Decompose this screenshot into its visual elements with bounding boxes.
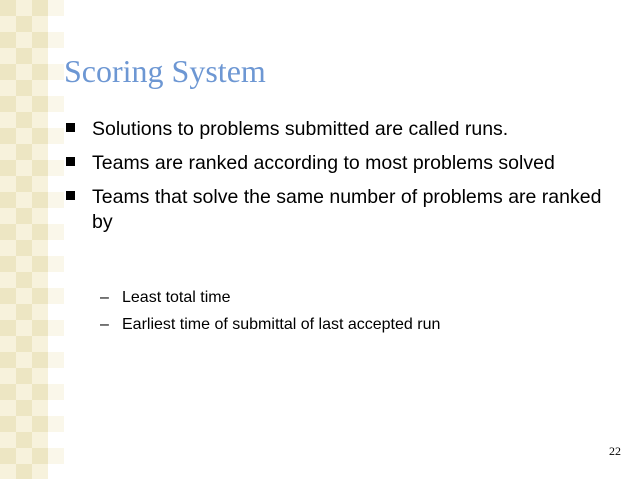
- checker-square: [32, 304, 48, 320]
- slide-title: Scoring System: [64, 53, 266, 89]
- checker-square: [48, 448, 64, 464]
- checker-square: [16, 80, 32, 96]
- checker-square: [16, 32, 32, 48]
- square-bullet-icon: [66, 157, 75, 166]
- bullet-text: Teams are ranked according to most problems solved: [92, 152, 555, 174]
- checker-square: [48, 288, 64, 304]
- checker-square: [32, 432, 48, 448]
- checker-square: [0, 240, 16, 256]
- checker-square: [32, 176, 48, 192]
- sub-bullet-list: [100, 288, 620, 342]
- checker-square: [0, 80, 16, 96]
- checker-square: [0, 416, 16, 432]
- checker-square: [32, 272, 48, 288]
- checker-square: [0, 352, 16, 368]
- checker-square: [32, 416, 48, 432]
- checker-square: [0, 16, 16, 32]
- checker-square: [32, 224, 48, 240]
- checker-square: [16, 112, 32, 128]
- checker-square: [0, 224, 16, 240]
- bullet-item: [60, 151, 630, 176]
- checker-square: [16, 400, 32, 416]
- checker-square: [32, 96, 48, 112]
- checker-square: [0, 48, 16, 64]
- bullet-item: [60, 117, 630, 142]
- checker-square: [0, 336, 16, 352]
- bullet-list: [60, 117, 630, 244]
- checker-square: [16, 128, 32, 144]
- checker-square: [16, 336, 32, 352]
- checker-square: [0, 96, 16, 112]
- checker-square: [48, 256, 64, 272]
- checker-square: [0, 208, 16, 224]
- checker-square: [0, 128, 16, 144]
- checker-square: [48, 384, 64, 400]
- checker-square: [32, 336, 48, 352]
- checker-square: [32, 368, 48, 384]
- checker-square: [0, 160, 16, 176]
- checker-square: [16, 0, 32, 16]
- checker-square: [16, 64, 32, 80]
- checker-square: [32, 240, 48, 256]
- checker-square: [0, 272, 16, 288]
- checker-square: [16, 464, 32, 479]
- checker-square: [0, 368, 16, 384]
- checker-square: [32, 256, 48, 272]
- sub-bullet-item: [100, 288, 620, 308]
- slide-number: 22: [609, 444, 621, 458]
- checker-square: [48, 352, 64, 368]
- sub-bullet-item: [100, 315, 620, 335]
- checker-square: [32, 16, 48, 32]
- checker-square: [48, 416, 64, 432]
- checker-square: [16, 304, 32, 320]
- sub-bullet-text: Earliest time of submittal of last accepted run: [122, 316, 441, 333]
- checker-square: [16, 192, 32, 208]
- checker-square: [32, 288, 48, 304]
- checker-square: [16, 16, 32, 32]
- checker-square: [48, 64, 64, 80]
- bullet-text: Solutions to problems submitted are called runs.: [92, 118, 509, 140]
- checker-square: [16, 48, 32, 64]
- dash-bullet-icon: –: [100, 316, 109, 333]
- checker-square: [0, 400, 16, 416]
- checker-square: [0, 64, 16, 80]
- checker-square: [32, 32, 48, 48]
- bullet-item: [60, 185, 630, 235]
- sub-bullet-text: Least total time: [122, 289, 231, 306]
- dash-bullet-icon: –: [100, 289, 109, 306]
- checker-square: [16, 144, 32, 160]
- checker-square: [16, 368, 32, 384]
- square-bullet-icon: [66, 123, 75, 132]
- checker-square: [0, 176, 16, 192]
- checker-square: [16, 384, 32, 400]
- checker-square: [32, 384, 48, 400]
- checker-square: [32, 192, 48, 208]
- checker-square: [16, 320, 32, 336]
- checker-square: [32, 128, 48, 144]
- checker-square: [32, 464, 48, 479]
- checker-square: [32, 208, 48, 224]
- checker-square: [0, 432, 16, 448]
- bullet-text: Teams that solve the same number of problems are ranked by: [92, 186, 602, 233]
- checker-square: [0, 304, 16, 320]
- checker-square: [32, 48, 48, 64]
- checker-square: [32, 80, 48, 96]
- checker-square: [48, 320, 64, 336]
- checker-square: [32, 400, 48, 416]
- checker-square: [16, 96, 32, 112]
- checker-square: [16, 208, 32, 224]
- checker-square: [32, 64, 48, 80]
- checker-square: [16, 432, 32, 448]
- checker-square: [32, 160, 48, 176]
- checker-square: [32, 112, 48, 128]
- checker-square: [32, 144, 48, 160]
- checker-square: [0, 448, 16, 464]
- checker-square: [48, 96, 64, 112]
- checker-square: [16, 288, 32, 304]
- checker-square: [16, 272, 32, 288]
- checker-square: [0, 384, 16, 400]
- checker-square: [0, 288, 16, 304]
- checker-square: [16, 256, 32, 272]
- checker-square: [48, 32, 64, 48]
- checker-square: [48, 0, 64, 16]
- checker-square: [16, 352, 32, 368]
- checker-square: [16, 416, 32, 432]
- checker-square: [0, 192, 16, 208]
- checker-square: [16, 224, 32, 240]
- checker-square: [16, 176, 32, 192]
- checker-square: [0, 144, 16, 160]
- checker-square: [0, 256, 16, 272]
- square-bullet-icon: [66, 191, 75, 200]
- checker-square: [32, 0, 48, 16]
- checker-square: [0, 112, 16, 128]
- checker-square: [32, 320, 48, 336]
- checker-square: [16, 240, 32, 256]
- checker-square: [0, 464, 16, 479]
- decorative-checker-strip: [0, 0, 64, 479]
- checker-square: [0, 0, 16, 16]
- checker-square: [0, 320, 16, 336]
- checker-square: [16, 448, 32, 464]
- checker-square: [32, 448, 48, 464]
- checker-square: [0, 32, 16, 48]
- checker-square: [16, 160, 32, 176]
- checker-square: [32, 352, 48, 368]
